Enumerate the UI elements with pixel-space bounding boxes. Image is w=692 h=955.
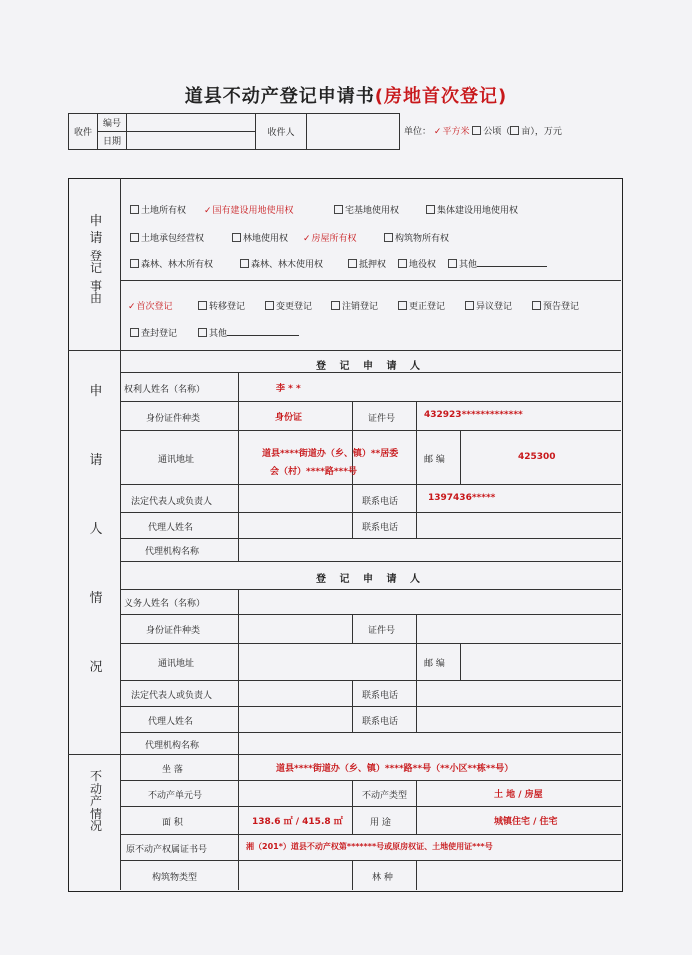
receipt-label: 收件	[69, 114, 98, 150]
checkbox-icon[interactable]	[334, 205, 343, 214]
applicant-section-title: 登 记 申 请 人	[316, 361, 425, 372]
main-form-box	[68, 178, 623, 892]
forest-type-label: 林 种	[372, 873, 393, 883]
option-correction[interactable]	[398, 299, 445, 312]
option-label: 转移登记	[209, 302, 246, 312]
option-other[interactable]	[198, 326, 299, 339]
check-mark-icon: ✓	[303, 234, 311, 244]
id-type-value[interactable]: 身份证	[275, 413, 303, 423]
receiver-label: 收件人	[256, 114, 307, 150]
address-value-line1[interactable]: 道县****街道办（乡、镇）**居委	[262, 449, 399, 459]
option-label: 国有建设用地使用权	[212, 206, 294, 216]
col-line	[416, 860, 417, 890]
row-line	[120, 561, 621, 562]
col-line	[238, 589, 239, 754]
col-line	[352, 614, 353, 643]
option-cancel[interactable]	[331, 299, 378, 312]
option-first-registration[interactable]	[128, 299, 173, 312]
row-line	[120, 732, 621, 733]
row-line	[120, 780, 621, 781]
option-label: 地役权	[409, 260, 437, 270]
option-label: 查封登记	[141, 329, 178, 339]
obligor-phone-label: 联系电话	[362, 691, 399, 701]
number-label: 编号	[98, 114, 127, 132]
col-line	[352, 680, 353, 732]
side-char: 情	[89, 806, 102, 821]
option-label: 森林、林木所有权	[141, 260, 214, 270]
checkbox-icon[interactable]	[198, 301, 207, 310]
unit-option-mu: 亩），万元	[521, 127, 562, 137]
option-homestead[interactable]	[334, 203, 399, 216]
row-line	[120, 706, 621, 707]
col-line	[238, 754, 239, 890]
checkbox-icon[interactable]	[130, 259, 139, 268]
form-title-main: 道县不动产登记申请书	[184, 86, 375, 107]
side-char: 登	[89, 249, 102, 263]
col-line	[416, 680, 417, 732]
row-line	[120, 512, 621, 513]
property-side-label	[70, 770, 122, 833]
agency-label: 代理机构名称	[145, 547, 200, 557]
obligor-section-title: 登 记 申 请 人	[316, 574, 425, 585]
id-type-label: 身份证件种类	[146, 414, 201, 424]
check-mark-icon: ✓	[128, 302, 136, 312]
name-label: 权利人姓名（名称）	[124, 385, 206, 395]
unit-no-label: 不动产单元号	[148, 791, 203, 801]
option-transfer[interactable]	[198, 299, 245, 312]
section-divider	[68, 754, 621, 755]
obligor-name-label: 义务人姓名（名称）	[124, 599, 206, 609]
legal-rep-label: 法定代表人或负责人	[131, 497, 213, 507]
date-field[interactable]	[127, 132, 256, 150]
option-label: 预告登记	[543, 302, 580, 312]
property-type-label: 不动产类型	[362, 791, 408, 801]
reason-side-label	[70, 215, 122, 245]
checkbox-icon[interactable]	[398, 259, 407, 268]
option-label: 森林、林木使用权	[251, 260, 324, 270]
option-state-land-use[interactable]	[204, 203, 294, 216]
option-label: 房屋所有权	[311, 234, 357, 244]
side-char: 申	[89, 384, 103, 399]
option-house-ownership[interactable]	[303, 231, 357, 244]
row-line	[120, 834, 621, 835]
unit-checked[interactable]: 平方米	[442, 127, 470, 137]
side-char: 不	[89, 769, 102, 783]
checkbox-icon[interactable]	[130, 233, 139, 242]
obligor-agent-phone-label: 联系电话	[362, 717, 399, 727]
row-line	[120, 401, 621, 402]
cert-label: 原不动产权属证书号	[126, 845, 208, 855]
id-no-value[interactable]: 432923*************	[424, 410, 523, 420]
zip-value[interactable]: 425300	[518, 452, 556, 462]
side-char: 况	[89, 660, 103, 675]
option-change[interactable]	[265, 299, 312, 312]
agent-phone-label: 联系电话	[362, 523, 399, 533]
option-label: 土地所有权	[141, 206, 187, 216]
row-line	[120, 806, 621, 807]
option-collective-land[interactable]	[426, 203, 518, 216]
reason-side-label-2	[70, 250, 122, 274]
other-blank[interactable]	[477, 266, 547, 267]
area-label: 面 积	[162, 818, 183, 828]
check-mark-icon: ✓	[204, 206, 212, 216]
side-char: 动	[89, 781, 102, 796]
checkbox-icon[interactable]	[240, 259, 249, 268]
col-line	[460, 430, 461, 484]
side-char: 事	[89, 279, 102, 293]
side-char: 产	[89, 794, 102, 809]
checkbox-icon[interactable]	[130, 205, 139, 214]
checkbox-icon[interactable]	[448, 259, 457, 268]
unit-label: 单位：	[404, 127, 432, 137]
zip-label: 邮 编	[424, 455, 445, 465]
obligor-zip-label: 邮 编	[424, 659, 445, 669]
phone-value[interactable]: 1397436*****	[428, 493, 496, 503]
id-no-label: 证件号	[368, 414, 396, 424]
side-char: 请	[89, 453, 103, 468]
option-label: 首次登记	[136, 302, 173, 312]
use-value[interactable]: 城镇住宅 / 住宅	[494, 817, 558, 827]
option-advance-notice[interactable]	[532, 299, 579, 312]
col-line	[352, 780, 353, 834]
unit-selector	[404, 124, 562, 137]
agent-label: 代理人姓名	[148, 523, 194, 533]
option-label: 集体建设用地使用权	[437, 206, 519, 216]
option-label: 其他	[209, 329, 228, 339]
col-line	[416, 401, 417, 538]
option-structure-ownership[interactable]	[384, 231, 449, 244]
option-objection[interactable]	[465, 299, 512, 312]
unit-option-hectare: 公顷（	[483, 127, 511, 137]
cert-value[interactable]: 湘（201*）道县不动产权第*******号或原房权证、土地使用证***号	[246, 842, 493, 851]
date-label: 日期	[98, 132, 127, 150]
obligor-id-type-label: 身份证件种类	[146, 626, 201, 636]
option-forest-land-use[interactable]	[232, 231, 288, 244]
option-easement[interactable]	[398, 257, 436, 270]
option-label: 变更登记	[276, 302, 313, 312]
option-label: 更正登记	[409, 302, 446, 312]
property-type-value[interactable]: 土 地 / 房屋	[494, 790, 543, 800]
reason-divider	[120, 280, 621, 281]
checkbox-icon[interactable]	[130, 328, 139, 337]
checkbox-icon[interactable]	[331, 301, 340, 310]
area-value[interactable]: 138.6 ㎡ / 415.8 ㎡	[252, 817, 343, 827]
location-value[interactable]: 道县****街道办（乡、镇）****路**号（**小区**栋**号）	[276, 764, 514, 774]
side-char: 况	[89, 819, 102, 834]
checkbox-icon[interactable]	[198, 328, 207, 337]
option-label: 注销登记	[342, 302, 379, 312]
form-title	[0, 82, 692, 108]
col-line	[238, 372, 239, 561]
obligor-agent-label: 代理人姓名	[148, 717, 194, 727]
option-contract-land[interactable]	[130, 231, 204, 244]
side-char: 申	[89, 214, 103, 229]
col-line	[416, 780, 417, 834]
obligor-agency-label: 代理机构名称	[145, 741, 200, 751]
number-field[interactable]	[127, 114, 256, 132]
row-line	[120, 372, 621, 373]
reason-side-label-3	[70, 280, 122, 304]
section-divider	[68, 350, 621, 351]
col-line	[352, 860, 353, 890]
row-line	[120, 484, 621, 485]
option-label: 抵押权	[359, 260, 387, 270]
side-char: 由	[89, 291, 102, 305]
obligor-id-no-label: 证件号	[368, 626, 396, 636]
checkbox-icon[interactable]	[472, 126, 481, 135]
row-line	[120, 643, 621, 644]
row-line	[120, 538, 621, 539]
option-other-right[interactable]	[448, 257, 547, 270]
option-label: 宅基地使用权	[345, 206, 400, 216]
check-mark-icon: ✓	[433, 127, 442, 137]
checkbox-icon[interactable]	[465, 301, 474, 310]
option-label: 土地承包经营权	[141, 234, 205, 244]
receiver-field[interactable]	[307, 114, 400, 150]
option-seizure[interactable]	[130, 326, 177, 339]
checkbox-icon[interactable]	[384, 233, 393, 242]
col-line	[460, 643, 461, 680]
location-label: 坐 落	[162, 765, 183, 775]
checkbox-icon[interactable]	[398, 301, 407, 310]
row-line	[120, 860, 621, 861]
structure-type-label: 构筑物类型	[152, 873, 198, 883]
col-line	[416, 614, 417, 643]
row-line	[120, 430, 621, 431]
option-forest-ownership[interactable]	[130, 257, 213, 270]
applicant-side-label	[70, 385, 122, 674]
option-label: 异议登记	[476, 302, 513, 312]
use-label: 用 途	[370, 818, 391, 828]
option-mortgage[interactable]	[348, 257, 386, 270]
address-label: 通讯地址	[158, 455, 195, 465]
option-land-ownership[interactable]	[130, 203, 186, 216]
side-char: 情	[89, 591, 103, 606]
address-value-line2[interactable]: 会（村）****路***号	[270, 467, 357, 477]
checkbox-icon[interactable]	[510, 126, 519, 135]
side-char: 人	[89, 522, 103, 537]
row-line	[120, 680, 621, 681]
option-label: 林地使用权	[243, 234, 289, 244]
phone-label: 联系电话	[362, 497, 399, 507]
option-label: 构筑物所有权	[395, 234, 450, 244]
obligor-legal-label: 法定代表人或负责人	[131, 691, 213, 701]
obligor-address-label: 通讯地址	[158, 659, 195, 669]
option-forest-use[interactable]	[240, 257, 323, 270]
option-label: 其他	[459, 260, 478, 270]
checkbox-icon[interactable]	[232, 233, 241, 242]
name-value[interactable]: 李 * *	[276, 384, 301, 394]
form-title-sub: (房地首次登记)	[374, 86, 508, 107]
checkbox-icon[interactable]	[532, 301, 541, 310]
checkbox-icon[interactable]	[348, 259, 357, 268]
side-char: 请	[89, 231, 103, 246]
other-blank[interactable]	[227, 335, 299, 336]
row-line	[120, 614, 621, 615]
col-line	[416, 643, 417, 680]
checkbox-icon[interactable]	[426, 205, 435, 214]
row-line	[120, 589, 621, 590]
side-char: 记	[89, 261, 102, 275]
receipt-table	[68, 113, 400, 150]
checkbox-icon[interactable]	[265, 301, 274, 310]
